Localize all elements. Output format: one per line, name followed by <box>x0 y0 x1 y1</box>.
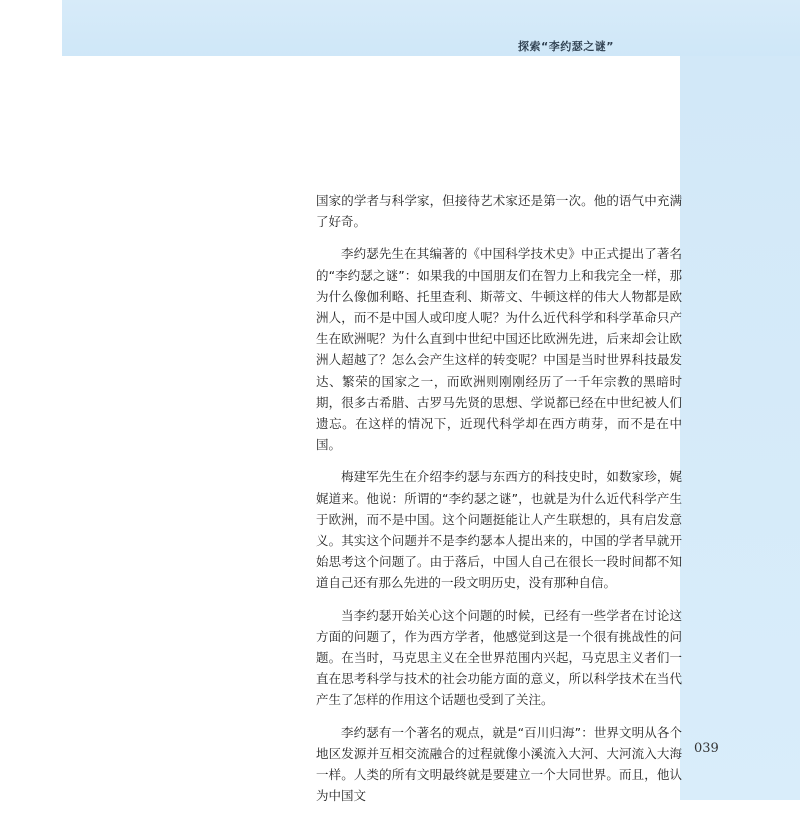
page-number: 039 <box>694 741 719 756</box>
body-text <box>316 190 682 817</box>
right-margin-band <box>680 56 800 800</box>
header-band <box>62 0 800 56</box>
running-header-title: 探索“李约瑟之谜” <box>518 40 614 53</box>
paragraph: 李约瑟先生在其编著的《中国科学技术史》中正式提出了著名的“李约瑟之谜”：如果我的中国朋友们在智力上和我完全一样，那为什么像伽利略、托里查利、斯蒂文、牛顿这样的伟大人物都是欧洲人，而不是中国人或印度人呢？为什么近代科学和科学革命只产生在欧洲呢？为什么直到中世纪中国还比欧洲先进，后来却会让欧洲人超越了？怎么会产生这样的转变呢？中国是当时世界科技最发达、繁荣的国家之一，而欧洲则刚刚经历了一千年宗教的黑暗时期，很多古希腊、古罗马先贤的思想、学说都已经在中世纪被人们遗忘。在这样的情况下，近现代科学却在西方萌芽，而不是在中国。 <box>316 246 682 453</box>
paragraph: 国家的学者与科学家，但接待艺术家还是第一次。他的语气中充满了好奇。 <box>316 193 682 230</box>
paragraph: 李约瑟有一个著名的观点，就是“百川归海”：世界文明从各个地区发源并互相交流融合的过程就像小溪流入大河、大河流入大海一样。人类的所有文明最终就是要建立一个大同世界。而且，他认为中国文 <box>316 724 682 804</box>
paragraph: 当李约瑟开始关心这个问题的时候，已经有一些学者在讨论这方面的问题了，作为西方学者，他感觉到这是一个很有挑战性的问题。在当时，马克思主义在全世界范围内兴起，马克思主义者们一直在思考科学与技术的社会功能方面的意义，所以科学技术在当代产生了怎样的作用这个话题也受到了关注。 <box>316 607 682 708</box>
paragraph: 梅建军先生在介绍李约瑟与东西方的科技史时，如数家珍，娓娓道来。他说：所谓的“李约瑟之谜”，也就是为什么近代科学产生于欧洲，而不是中国。这个问题挺能让人产生联想的，具有启发意义。其实这个问题并不是李约瑟本人提出来的，中国的学者早就开始思考这个问题了。由于落后，中国人自己在很长一段时间都不知道自己还有那么先进的一段文明历史，没有那种自信。 <box>316 469 682 591</box>
